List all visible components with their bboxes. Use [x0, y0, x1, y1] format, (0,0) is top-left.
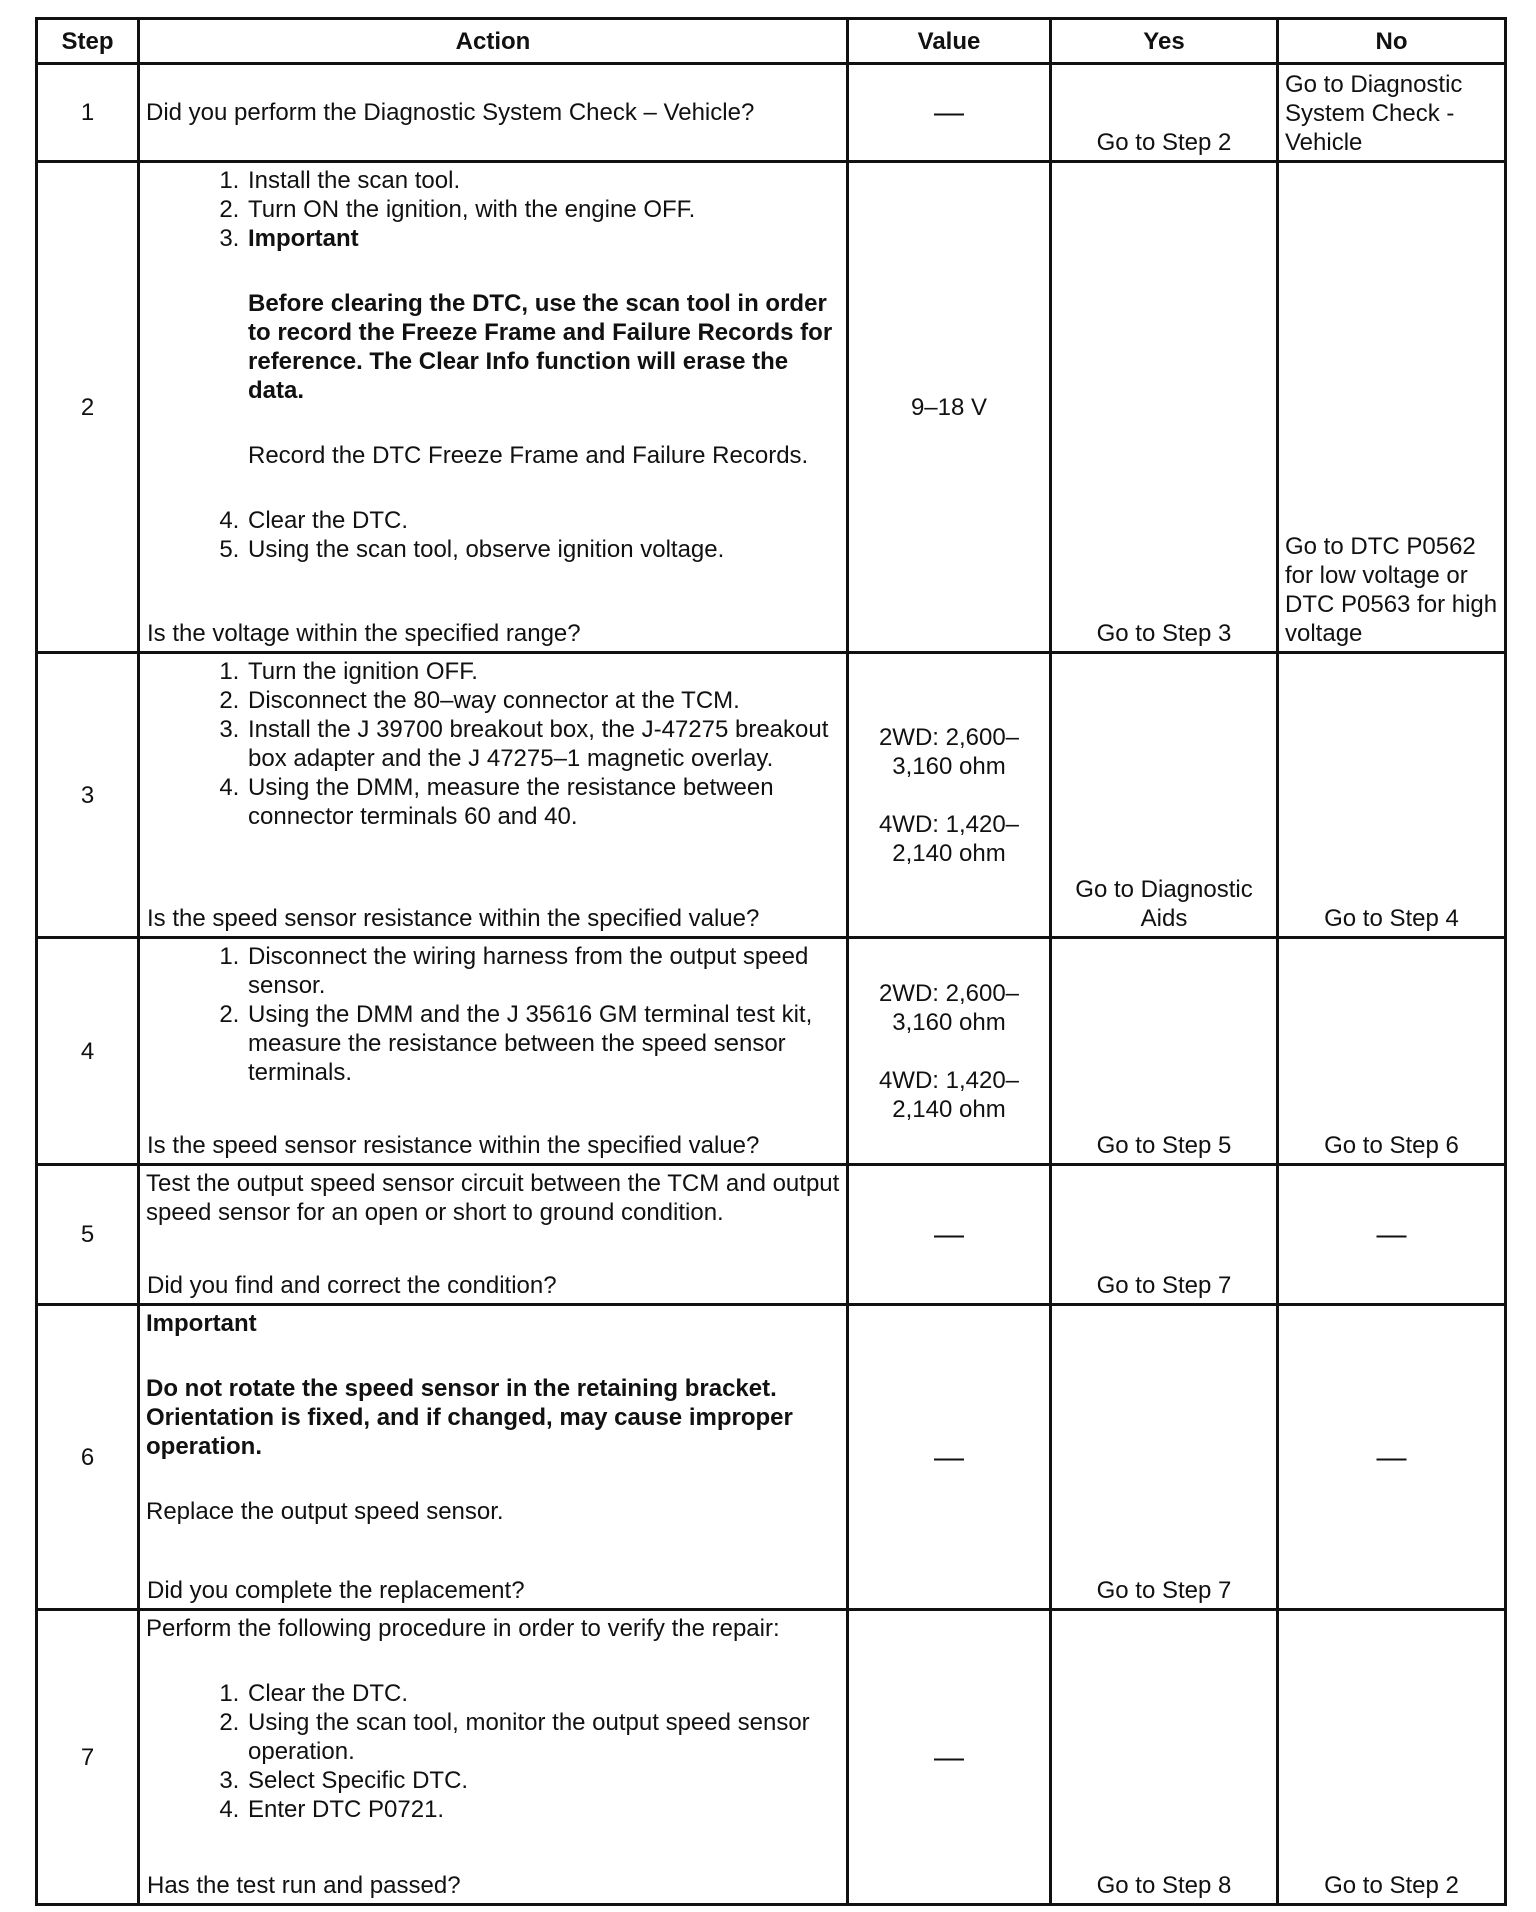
important-label: Important: [146, 1310, 257, 1337]
list-item: 4. Enter DTC P0721.: [246, 1795, 840, 1824]
step-number: 1: [37, 64, 139, 162]
action-cell: [139, 653, 848, 938]
yes-link[interactable]: Go to Step 3: [1051, 162, 1278, 653]
step-number: 7: [37, 1610, 139, 1905]
procedure-list: [146, 506, 840, 564]
value-cell: [848, 938, 1051, 1165]
yes-link[interactable]: Go to Step 8: [1051, 1610, 1278, 1905]
value-cell: —: [848, 64, 1051, 162]
procedure-list: [146, 942, 840, 1087]
action-text: Test the output speed sensor circuit between the TCM and output speed sensor for an open or short to ground condition.: [146, 1170, 840, 1226]
list-item: 2. Using the DMM and the J 35616 GM terminal test kit, measure the resistance between the speed sensor terminals.: [246, 1000, 840, 1087]
no-cell: —: [1278, 1165, 1506, 1305]
important-label: 3. Important: [246, 224, 840, 253]
question-text: Did you complete the replacement?: [147, 1577, 525, 1604]
step-number: 4: [37, 938, 139, 1165]
header-action: Action: [139, 19, 848, 64]
table-row: [37, 653, 1506, 938]
yes-link[interactable]: Go to Step 5: [1051, 938, 1278, 1165]
value-2wd: 2WD: 2,600–3,160 ohm: [878, 723, 1020, 780]
step-number: 2: [37, 162, 139, 653]
question-text: Is the speed sensor resistance within the specified value?: [147, 905, 760, 932]
no-cell: —: [1278, 1305, 1506, 1610]
step-number: 6: [37, 1305, 139, 1610]
header-value: Value: [848, 19, 1051, 64]
procedure-list: [146, 657, 840, 831]
table-row: [37, 1610, 1506, 1905]
procedure-list: [146, 166, 840, 253]
question-text: Did you find and correct the condition?: [147, 1272, 557, 1299]
action-cell: [139, 1165, 848, 1305]
table-row: [37, 1305, 1506, 1610]
action-cell: [139, 1305, 848, 1610]
yes-link[interactable]: Go to Step 7: [1051, 1305, 1278, 1610]
no-link[interactable]: Go to Step 6: [1278, 938, 1506, 1165]
no-link[interactable]: Go to Step 2: [1278, 1610, 1506, 1905]
list-item: 2. Disconnect the 80–way connector at the TCM.: [246, 686, 840, 715]
action-text: Replace the output speed sensor.: [146, 1498, 504, 1525]
yes-link[interactable]: Go to Diagnostic Aids: [1051, 653, 1278, 938]
no-link[interactable]: Go to DTC P0562 for low voltage or DTC P0563 for high voltage: [1278, 162, 1506, 653]
list-item: 2. Turn ON the ignition, with the engine OFF.: [246, 195, 840, 224]
procedure-list: [146, 1679, 840, 1824]
header-step: Step: [37, 19, 139, 64]
value-4wd: 4WD: 1,420–2,140 ohm: [878, 1066, 1020, 1123]
value-cell: —: [848, 1165, 1051, 1305]
table-row: [37, 64, 1506, 162]
table-row: [37, 938, 1506, 1165]
intro-text: Perform the following procedure in order to verify the repair:: [146, 1615, 780, 1642]
important-note: Do not rotate the speed sensor in the retaining bracket. Orientation is fixed, and if changed, may cause improper operation.: [146, 1375, 793, 1460]
value-cell: [848, 653, 1051, 938]
no-link[interactable]: Go to Diagnostic System Check - Vehicle: [1278, 64, 1506, 162]
header-yes: Yes: [1051, 19, 1278, 64]
action-cell: [139, 162, 848, 653]
step-number: 3: [37, 653, 139, 938]
list-item: 3. Install the J 39700 breakout box, the J-47275 breakout box adapter and the J 47275–1 magnetic overlay.: [246, 715, 840, 773]
question-text: Has the test run and passed?: [147, 1872, 461, 1899]
list-item: 4. Clear the DTC.: [246, 506, 840, 535]
value-cell: 9–18 V: [848, 162, 1051, 653]
yes-link[interactable]: Go to Step 7: [1051, 1165, 1278, 1305]
yes-link[interactable]: Go to Step 2: [1051, 64, 1278, 162]
list-item: 3. Select Specific DTC.: [246, 1766, 840, 1795]
header-row: [37, 19, 1506, 64]
step-number: 5: [37, 1165, 139, 1305]
value-cell: —: [848, 1305, 1051, 1610]
list-item: 1. Disconnect the wiring harness from the output speed sensor.: [246, 942, 840, 1000]
list-item: 5. Using the scan tool, observe ignition voltage.: [246, 535, 840, 564]
list-item: 2. Using the scan tool, monitor the output speed sensor operation.: [246, 1708, 840, 1766]
action-text: Did you perform the Diagnostic System Check – Vehicle?: [139, 64, 848, 162]
list-item: 1. Clear the DTC.: [246, 1679, 840, 1708]
value-2wd: 2WD: 2,600–3,160 ohm: [878, 979, 1020, 1036]
table-row: [37, 1165, 1506, 1305]
table-row: [37, 162, 1506, 653]
value-4wd: 4WD: 1,420–2,140 ohm: [878, 810, 1020, 867]
header-no: No: [1278, 19, 1506, 64]
list-item: 1. Install the scan tool.: [246, 166, 840, 195]
list-item: 4. Using the DMM, measure the resistance between connector terminals 60 and 40.: [246, 773, 840, 831]
list-item: 1. Turn the ignition OFF.: [246, 657, 840, 686]
no-link[interactable]: Go to Step 4: [1278, 653, 1506, 938]
question-text: Is the speed sensor resistance within the specified value?: [147, 1132, 760, 1159]
action-cell: [139, 1610, 848, 1905]
sub-instruction: Record the DTC Freeze Frame and Failure Records.: [248, 442, 809, 469]
question-text: Is the voltage within the specified range?: [147, 620, 581, 647]
important-note: Before clearing the DTC, use the scan tool in order to record the Freeze Frame and Failure Records for reference. The Clear Info function will erase the data.: [248, 290, 833, 404]
value-cell: —: [848, 1610, 1051, 1905]
diagnostic-table: [35, 17, 1507, 1906]
action-cell: [139, 938, 848, 1165]
